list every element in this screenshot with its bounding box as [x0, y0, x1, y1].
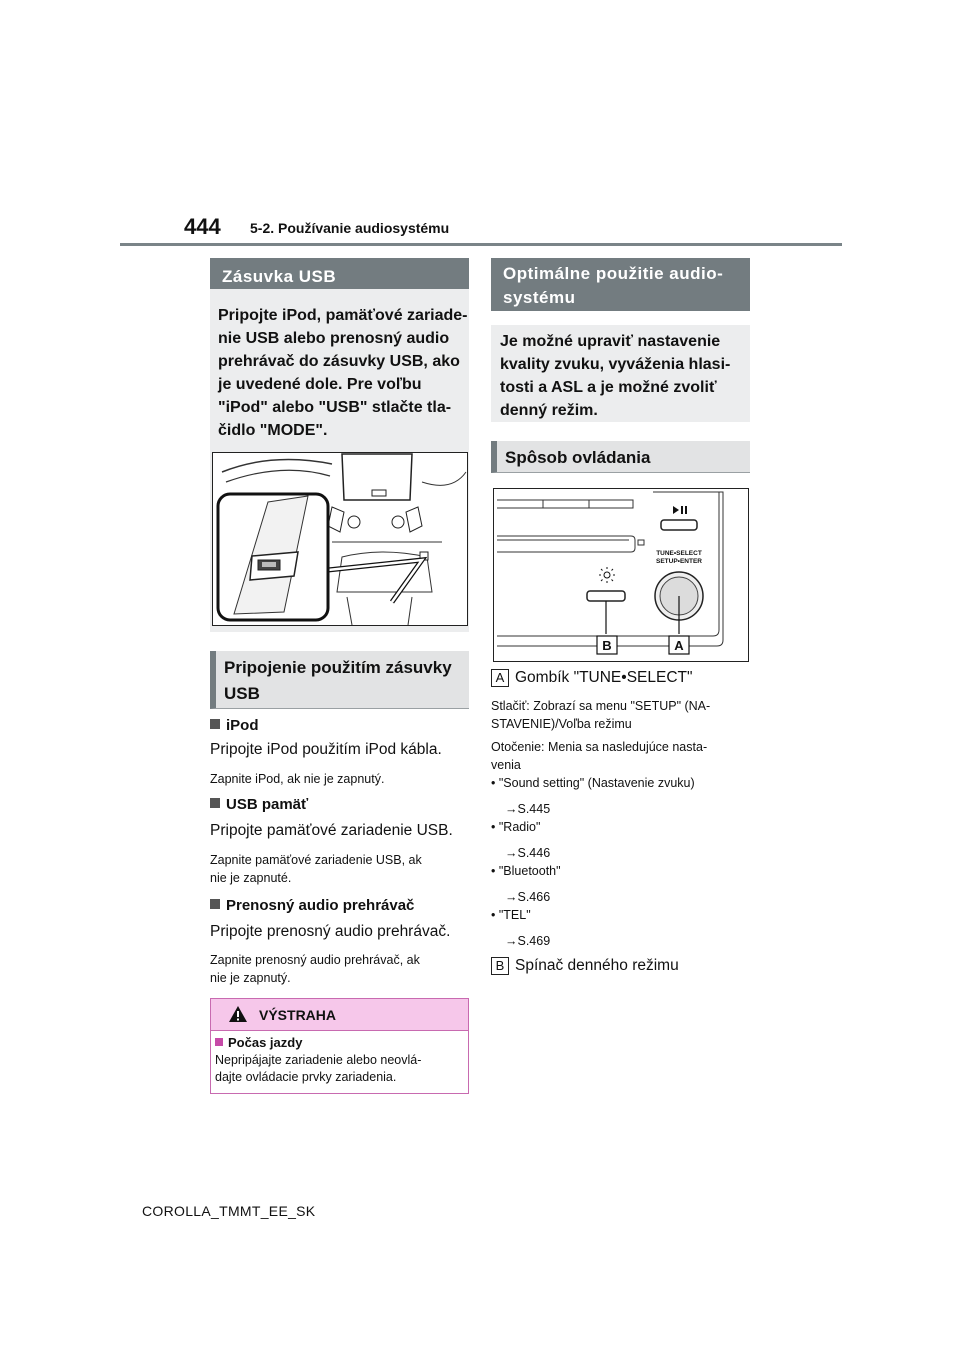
list-item-ref[interactable]: →S.445: [505, 802, 551, 816]
warning-body: [211, 1031, 468, 1086]
list-item-label: "TEL": [498, 908, 531, 922]
footer-code: COROLLA_TMMT_EE_SK: [142, 1203, 316, 1219]
header-rule: [120, 243, 842, 246]
portable-note-line: Zapnite prenosný audio prehrávač, ak: [210, 953, 420, 967]
usb-socket-title: Zásuvka USB: [210, 258, 469, 289]
item-a-label: A: [491, 669, 509, 687]
ipod-text: Pripojte iPod použitím iPod kábla.: [210, 741, 442, 758]
list-item-label: "Bluetooth": [498, 864, 561, 878]
usb-intro-line: "iPod" alebo "USB" stlačte tla-: [218, 399, 452, 416]
warning-text-line: Nepripájajte zariadenie alebo neovlá-: [215, 1053, 422, 1067]
list-item: • "Bluetooth": [491, 864, 561, 878]
page-ref-link[interactable]: S.466: [517, 890, 551, 904]
knob-label-tune: TUNE•SELECT: [656, 550, 702, 557]
usb-intro-line: je uvedené dole. Pre voľbu: [218, 376, 422, 393]
connect-title-line: Pripojenie použitím zásuvky: [224, 658, 452, 677]
portable-player-note: [210, 951, 420, 987]
callout-a: A: [674, 638, 684, 653]
optimal-text-line: kvality zvuku, vyváženia hlasi-: [500, 356, 731, 373]
list-item-label: "Sound setting" (Nastavenie zvuku): [498, 776, 695, 790]
page-ref-link[interactable]: S.469: [517, 934, 551, 948]
usb-memory-note: [210, 851, 422, 887]
optimal-title-line: Optimálne použitie audio-: [503, 264, 724, 283]
page-ref-link[interactable]: S.446: [517, 846, 551, 860]
warning-box: [210, 998, 469, 1094]
usb-intro-line: nie USB alebo prenosný audio: [218, 330, 450, 347]
ipod-heading-text: iPod: [226, 717, 259, 734]
ipod-heading: [210, 717, 259, 734]
bullet-square-icon: [215, 1038, 223, 1046]
portable-heading-text: Prenosný audio prehrávač: [226, 897, 415, 914]
list-item: • "Sound setting" (Nastavenie zvuku): [491, 776, 695, 790]
optimal-text-line: Je možné upraviť nastavenie: [500, 333, 721, 350]
press-text-line: Stlačiť: Zobrazí sa menu "SETUP" (NA-: [491, 699, 711, 713]
usb-intro-line: čidlo "MODE".: [218, 422, 328, 439]
page-number: 444: [184, 214, 221, 239]
usb-note-line: Zapnite pamäťové zariadenie USB, ak: [210, 853, 422, 867]
rotate-text: [491, 738, 707, 774]
usb-intro-text: [218, 305, 470, 443]
ipod-note: Zapnite iPod, ak nie je zapnutý.: [210, 772, 385, 786]
optimal-use-title: [491, 258, 750, 311]
usb-memory-heading-text: USB pamäť: [226, 796, 309, 813]
bullet-square-icon: [210, 798, 220, 808]
press-text-line: STAVENIE)/Voľba režimu: [491, 717, 632, 731]
list-item-ref[interactable]: →S.446: [505, 846, 551, 860]
bullet-square-icon: [210, 719, 220, 729]
list-item-label: "Radio": [498, 820, 541, 834]
warning-title: VÝSTRAHA: [259, 1007, 337, 1023]
optimal-use-text: [500, 331, 750, 423]
warning-text: [215, 1052, 468, 1086]
page-ref-link[interactable]: S.445: [517, 802, 551, 816]
optimal-title-line: systému: [503, 288, 576, 307]
list-item-ref[interactable]: →S.469: [505, 934, 551, 948]
knob-label-setup: SETUP•ENTER: [656, 558, 702, 565]
item-a-title: [491, 669, 693, 687]
item-b-title: [491, 957, 679, 975]
connect-usb-title: [210, 651, 469, 709]
warning-triangle-icon: [228, 1005, 248, 1023]
bullet-square-icon: [210, 899, 220, 909]
list-item: • "Radio": [491, 820, 541, 834]
portable-player-text: Pripojte prenosný audio prehrávač.: [210, 923, 451, 940]
rotate-text-line: venia: [491, 758, 521, 772]
usb-memory-heading: [210, 796, 308, 813]
usb-socket-illustration: [212, 452, 468, 626]
list-item: • "TEL": [491, 908, 531, 922]
section-title: 5-2. Používanie audiosystému: [250, 220, 450, 236]
control-method-title: Spôsob ovládania: [491, 441, 750, 473]
callout-b: B: [602, 638, 612, 653]
settings-list: [491, 774, 751, 950]
warning-subhead: [215, 1035, 468, 1050]
warning-text-line: dajte ovládacie prvky zariadenia.: [215, 1070, 397, 1084]
optimal-text-line: tosti a ASL a je možné zvoliť: [500, 379, 717, 396]
portable-player-heading: [210, 897, 414, 914]
item-a-title-text: Gombík "TUNE•SELECT": [515, 669, 693, 686]
usb-note-line: nie je zapnuté.: [210, 871, 292, 885]
optimal-text-line: denný režim.: [500, 402, 598, 419]
usb-memory-text: Pripojte pamäťové zariadenie USB.: [210, 822, 453, 839]
list-item-ref[interactable]: →S.466: [505, 890, 551, 904]
item-b-title-text: Spínač denného režimu: [515, 957, 679, 974]
rotate-text-line: Otočenie: Menia sa nasledujúce nasta-: [491, 740, 708, 754]
usb-intro-line: Pripojte iPod, pamäťové zariade-: [218, 307, 468, 324]
usb-intro-line: prehrávač do zásuvky USB, ako: [218, 353, 460, 370]
connect-title-line: USB: [224, 684, 260, 703]
control-panel-illustration: [493, 488, 749, 662]
item-b-label: B: [491, 957, 509, 975]
warning-header: [211, 999, 468, 1031]
portable-note-line: nie je zapnutý.: [210, 971, 291, 985]
warning-subhead-text: Počas jazdy: [228, 1035, 303, 1050]
press-text: [491, 697, 710, 733]
